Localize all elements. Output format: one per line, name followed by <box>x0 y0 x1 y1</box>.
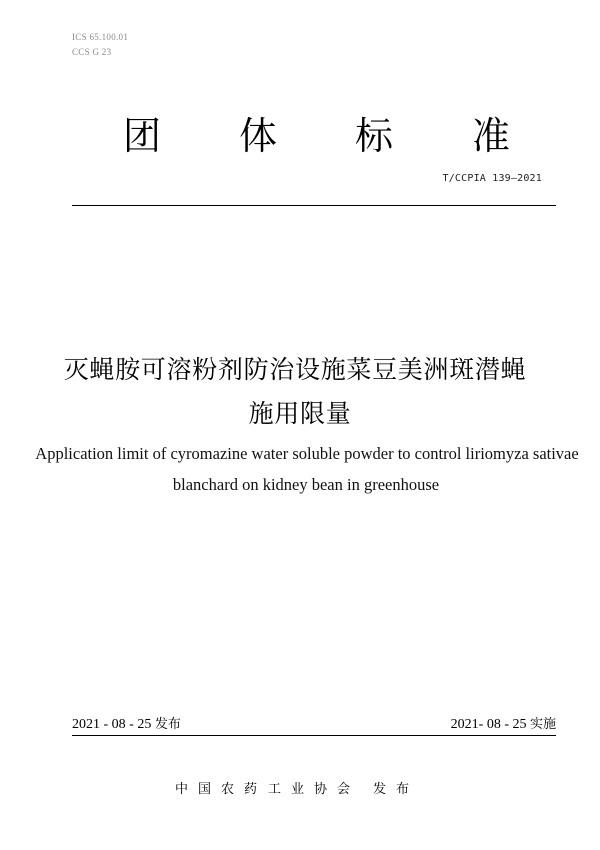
publisher-char: 协 <box>314 782 328 797</box>
publish-action-char: 布 <box>396 782 410 797</box>
standard-number: T/CCPIA 139—2021 <box>442 173 542 184</box>
issue-date: 2021 - 08 - 25 <box>72 717 152 732</box>
classification-codes <box>72 30 128 60</box>
publisher-char: 工 <box>268 782 282 797</box>
implement-date: 2021- 08 - 25 <box>450 717 527 732</box>
publisher-line <box>0 780 600 800</box>
header-divider <box>72 205 556 206</box>
issue-date-block <box>72 715 181 735</box>
standard-type-char: 标 <box>355 114 394 158</box>
standard-type-char: 团 <box>123 114 162 158</box>
publisher-char: 农 <box>221 782 235 797</box>
publisher-char: 国 <box>198 782 212 797</box>
footer-divider <box>72 735 556 736</box>
publisher-char: 业 <box>291 782 305 797</box>
date-row <box>72 715 556 735</box>
standard-type-char: 体 <box>239 114 278 158</box>
title-zh-line1: 灭蝇胺可溶粉剂防治设施菜豆美洲斑潜蝇 <box>63 355 527 384</box>
title-en-line2: blanchard on kidney bean in greenhouse <box>172 475 440 494</box>
publisher-char: 中 <box>175 782 189 797</box>
publisher-char: 会 <box>337 782 351 797</box>
title-en-line1: Application limit of cyromazine water soluble powder to control liriomyza sativae <box>35 444 579 463</box>
ccs-code: CCS G 23 <box>72 47 112 57</box>
standard-type-heading <box>0 112 600 160</box>
standard-type-char: 准 <box>472 114 511 158</box>
implement-date-block <box>451 715 556 735</box>
publish-action-char: 发 <box>373 782 387 797</box>
publisher-char: 药 <box>244 782 258 797</box>
issue-label: 发布 <box>154 717 181 732</box>
title-zh-line2: 施用限量 <box>248 399 352 428</box>
ics-code: ICS 65.100.01 <box>72 32 129 42</box>
implement-label: 实施 <box>529 717 556 732</box>
